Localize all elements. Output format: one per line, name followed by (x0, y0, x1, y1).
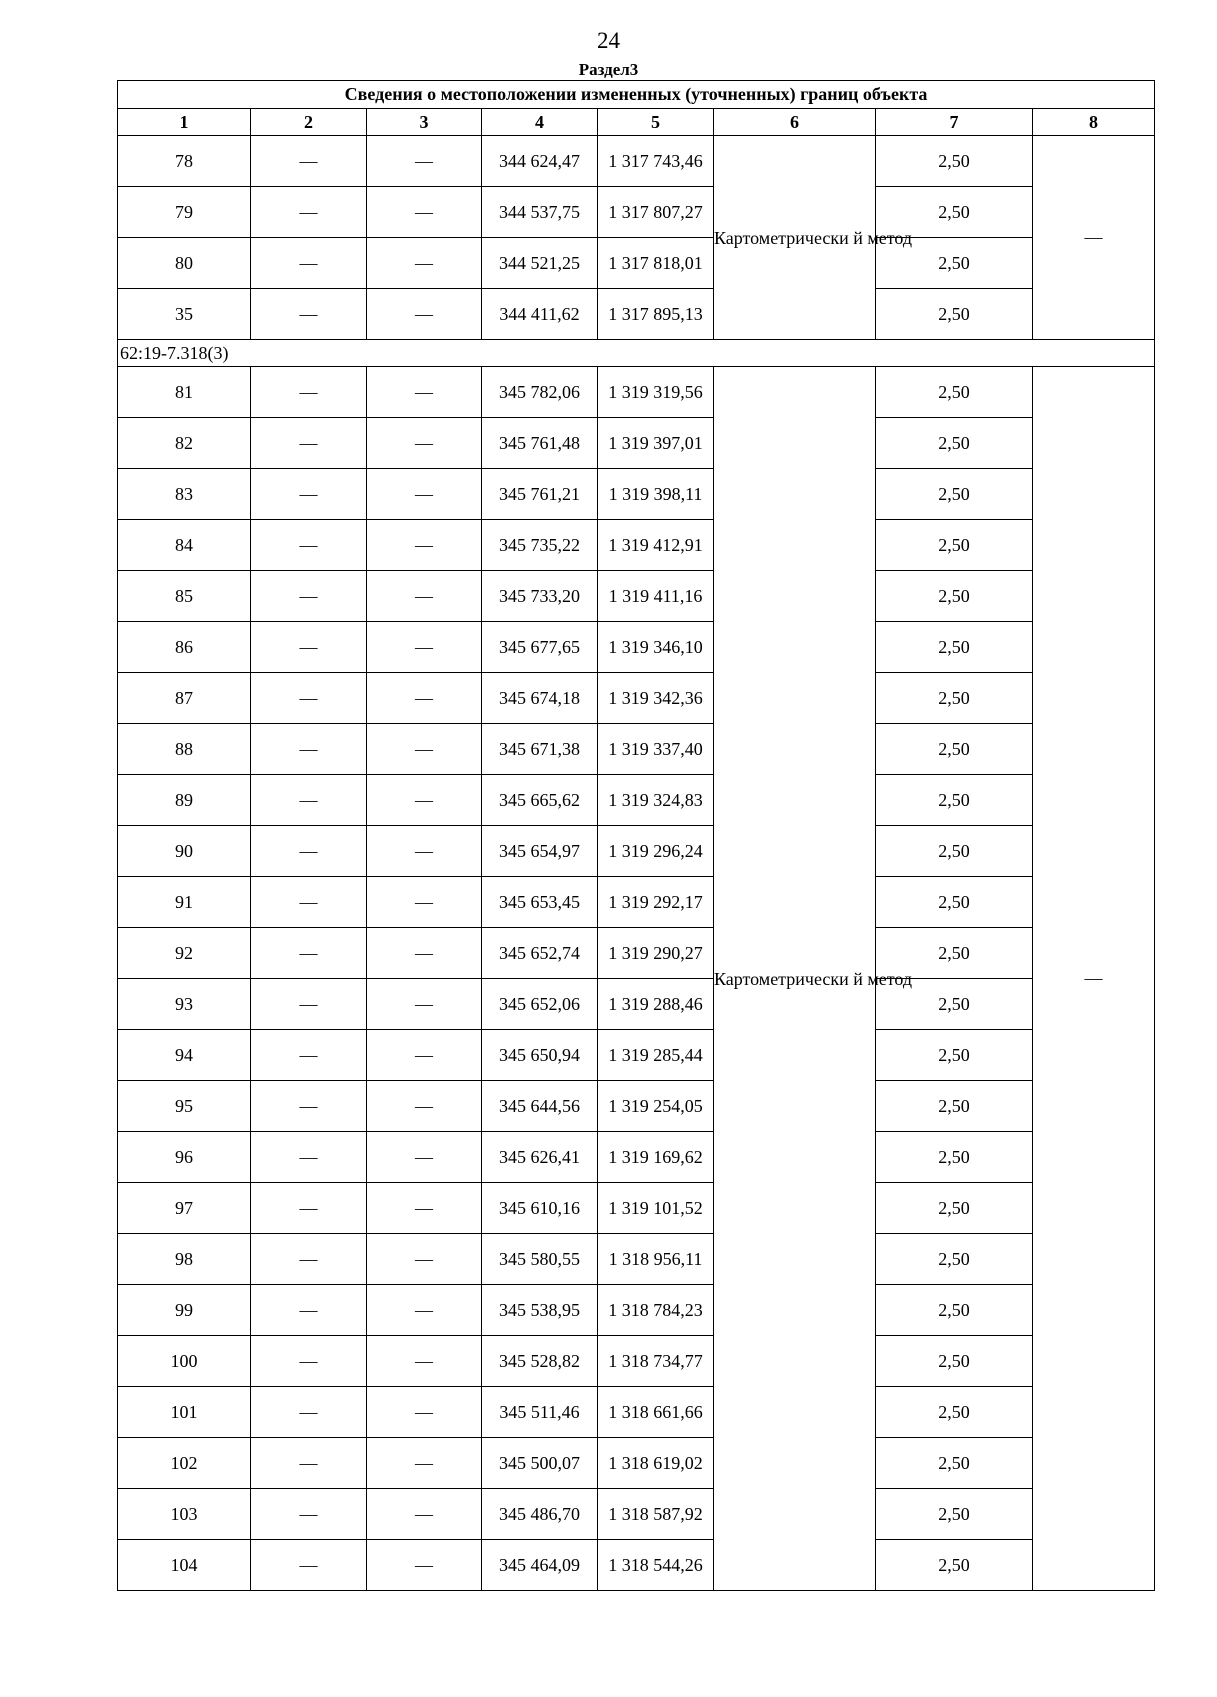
accuracy-value: 2,50 (876, 469, 1033, 520)
y-coordinate: 1 319 296,24 (598, 826, 714, 877)
table-row (118, 826, 1155, 877)
x-coordinate: 344 624,47 (482, 136, 598, 187)
y-coordinate: 1 318 734,77 (598, 1336, 714, 1387)
col2-value: — (251, 1081, 367, 1132)
x-coordinate: 345 500,07 (482, 1438, 598, 1489)
column-number-header: 8 (1033, 109, 1155, 136)
table-caption: Сведения о местоположении измененных (уточненных) границ объекта (118, 81, 1155, 109)
x-coordinate: 345 735,22 (482, 520, 598, 571)
col2-value: — (251, 238, 367, 289)
point-number: 97 (118, 1183, 251, 1234)
accuracy-value: 2,50 (876, 1336, 1033, 1387)
table-row (118, 775, 1155, 826)
accuracy-value: 2,50 (876, 520, 1033, 571)
col2-value: — (251, 1234, 367, 1285)
table-row (118, 1285, 1155, 1336)
point-number: 96 (118, 1132, 251, 1183)
y-coordinate: 1 319 101,52 (598, 1183, 714, 1234)
x-coordinate: 345 486,70 (482, 1489, 598, 1540)
point-number: 99 (118, 1285, 251, 1336)
col3-value: — (367, 367, 482, 418)
accuracy-value: 2,50 (876, 187, 1033, 238)
y-coordinate: 1 318 587,92 (598, 1489, 714, 1540)
column-number-header: 3 (367, 109, 482, 136)
y-coordinate: 1 318 619,02 (598, 1438, 714, 1489)
column-number-header: 6 (714, 109, 876, 136)
col3-value: — (367, 1234, 482, 1285)
table-row (118, 928, 1155, 979)
point-number: 94 (118, 1030, 251, 1081)
x-coordinate: 345 464,09 (482, 1540, 598, 1591)
x-coordinate: 344 521,25 (482, 238, 598, 289)
table-row (118, 1438, 1155, 1489)
col2-value: — (251, 826, 367, 877)
col2-value: — (251, 1183, 367, 1234)
page-number: 24 (597, 28, 620, 53)
y-coordinate: 1 319 290,27 (598, 928, 714, 979)
point-number: 104 (118, 1540, 251, 1591)
point-number: 89 (118, 775, 251, 826)
col3-value: — (367, 1081, 482, 1132)
boundary-coordinates-table (117, 80, 1155, 1591)
y-coordinate: 1 319 169,62 (598, 1132, 714, 1183)
accuracy-value: 2,50 (876, 1030, 1033, 1081)
col2-value: — (251, 1540, 367, 1591)
col3-value: — (367, 520, 482, 571)
accuracy-value: 2,50 (876, 877, 1033, 928)
col3-value: — (367, 724, 482, 775)
col2-value: — (251, 1336, 367, 1387)
col3-value: — (367, 826, 482, 877)
col2-value: — (251, 187, 367, 238)
table-row (118, 979, 1155, 1030)
col2-value: — (251, 520, 367, 571)
accuracy-value: 2,50 (876, 622, 1033, 673)
column-number-row (118, 109, 1155, 136)
table-row (118, 289, 1155, 340)
accuracy-value: 2,50 (876, 1132, 1033, 1183)
y-coordinate: 1 319 292,17 (598, 877, 714, 928)
table-row (118, 1030, 1155, 1081)
point-number: 87 (118, 673, 251, 724)
point-number: 101 (118, 1387, 251, 1438)
col3-value: — (367, 1540, 482, 1591)
col2-value: — (251, 928, 367, 979)
col3-value: — (367, 1336, 482, 1387)
table-row (118, 136, 1155, 187)
col3-value: — (367, 673, 482, 724)
point-number: 93 (118, 979, 251, 1030)
col3-value: — (367, 238, 482, 289)
y-coordinate: 1 317 895,13 (598, 289, 714, 340)
x-coordinate: 344 537,75 (482, 187, 598, 238)
y-coordinate: 1 318 956,11 (598, 1234, 714, 1285)
col3-value: — (367, 469, 482, 520)
x-coordinate: 345 733,20 (482, 571, 598, 622)
accuracy-value: 2,50 (876, 136, 1033, 187)
accuracy-value: 2,50 (876, 775, 1033, 826)
col8-value: — (1033, 136, 1155, 340)
y-coordinate: 1 319 288,46 (598, 979, 714, 1030)
point-number: 90 (118, 826, 251, 877)
table-row (118, 520, 1155, 571)
table-row (118, 1234, 1155, 1285)
col3-value: — (367, 979, 482, 1030)
table-row (118, 1183, 1155, 1234)
y-coordinate: 1 319 412,91 (598, 520, 714, 571)
point-number: 86 (118, 622, 251, 673)
table-row (118, 622, 1155, 673)
col2-value: — (251, 418, 367, 469)
x-coordinate: 345 580,55 (482, 1234, 598, 1285)
col2-value: — (251, 877, 367, 928)
col3-value: — (367, 1030, 482, 1081)
column-number-header: 4 (482, 109, 598, 136)
table-row (118, 571, 1155, 622)
accuracy-value: 2,50 (876, 289, 1033, 340)
col3-value: — (367, 187, 482, 238)
point-number: 95 (118, 1081, 251, 1132)
table-row (118, 187, 1155, 238)
column-number-header: 5 (598, 109, 714, 136)
y-coordinate: 1 319 411,16 (598, 571, 714, 622)
column-number-header: 7 (876, 109, 1033, 136)
accuracy-value: 2,50 (876, 1081, 1033, 1132)
y-coordinate: 1 319 254,05 (598, 1081, 714, 1132)
col2-value: — (251, 622, 367, 673)
col2-value: — (251, 571, 367, 622)
accuracy-value: 2,50 (876, 1234, 1033, 1285)
col3-value: — (367, 775, 482, 826)
accuracy-value: 2,50 (876, 367, 1033, 418)
point-number: 82 (118, 418, 251, 469)
accuracy-value: 2,50 (876, 1540, 1033, 1591)
col3-value: — (367, 622, 482, 673)
method-cell: Картометрически й метод (714, 136, 876, 340)
x-coordinate: 345 610,16 (482, 1183, 598, 1234)
group-label-row (118, 340, 1155, 367)
col3-value: — (367, 1438, 482, 1489)
col3-value: — (367, 928, 482, 979)
point-number: 35 (118, 289, 251, 340)
table-row (118, 238, 1155, 289)
accuracy-value: 2,50 (876, 238, 1033, 289)
col2-value: — (251, 979, 367, 1030)
y-coordinate: 1 319 319,56 (598, 367, 714, 418)
y-coordinate: 1 318 784,23 (598, 1285, 714, 1336)
table-row (118, 1081, 1155, 1132)
x-coordinate: 345 650,94 (482, 1030, 598, 1081)
y-coordinate: 1 317 818,01 (598, 238, 714, 289)
y-coordinate: 1 319 324,83 (598, 775, 714, 826)
accuracy-value: 2,50 (876, 418, 1033, 469)
y-coordinate: 1 319 398,11 (598, 469, 714, 520)
point-number: 102 (118, 1438, 251, 1489)
point-number: 80 (118, 238, 251, 289)
accuracy-value: 2,50 (876, 1387, 1033, 1438)
x-coordinate: 345 653,45 (482, 877, 598, 928)
table-row (118, 367, 1155, 418)
point-number: 81 (118, 367, 251, 418)
col2-value: — (251, 367, 367, 418)
col2-value: — (251, 1489, 367, 1540)
col2-value: — (251, 1132, 367, 1183)
col3-value: — (367, 1132, 482, 1183)
x-coordinate: 345 761,48 (482, 418, 598, 469)
col3-value: — (367, 571, 482, 622)
x-coordinate: 345 674,18 (482, 673, 598, 724)
point-number: 103 (118, 1489, 251, 1540)
column-number-header: 1 (118, 109, 251, 136)
table-row (118, 418, 1155, 469)
x-coordinate: 345 761,21 (482, 469, 598, 520)
x-coordinate: 345 671,38 (482, 724, 598, 775)
point-number: 91 (118, 877, 251, 928)
accuracy-value: 2,50 (876, 673, 1033, 724)
col3-value: — (367, 136, 482, 187)
x-coordinate: 344 411,62 (482, 289, 598, 340)
accuracy-value: 2,50 (876, 979, 1033, 1030)
table-row (118, 1387, 1155, 1438)
table-row (118, 724, 1155, 775)
table-row (118, 1540, 1155, 1591)
x-coordinate: 345 782,06 (482, 367, 598, 418)
table-row (118, 1489, 1155, 1540)
point-number: 85 (118, 571, 251, 622)
accuracy-value: 2,50 (876, 928, 1033, 979)
col2-value: — (251, 724, 367, 775)
y-coordinate: 1 319 342,36 (598, 673, 714, 724)
x-coordinate: 345 652,74 (482, 928, 598, 979)
x-coordinate: 345 644,56 (482, 1081, 598, 1132)
point-number: 83 (118, 469, 251, 520)
method-cell: Картометрически й метод (714, 367, 876, 1591)
table-row (118, 469, 1155, 520)
point-number: 98 (118, 1234, 251, 1285)
section-title: Раздел3 (578, 60, 639, 79)
accuracy-value: 2,50 (876, 1489, 1033, 1540)
point-number: 100 (118, 1336, 251, 1387)
x-coordinate: 345 511,46 (482, 1387, 598, 1438)
column-number-header: 2 (251, 109, 367, 136)
table-row (118, 1336, 1155, 1387)
accuracy-value: 2,50 (876, 826, 1033, 877)
y-coordinate: 1 318 661,66 (598, 1387, 714, 1438)
accuracy-value: 2,50 (876, 1285, 1033, 1336)
table-row (118, 1132, 1155, 1183)
x-coordinate: 345 626,41 (482, 1132, 598, 1183)
point-number: 78 (118, 136, 251, 187)
accuracy-value: 2,50 (876, 571, 1033, 622)
x-coordinate: 345 677,65 (482, 622, 598, 673)
y-coordinate: 1 319 285,44 (598, 1030, 714, 1081)
col8-value: — (1033, 367, 1155, 1591)
col2-value: — (251, 136, 367, 187)
accuracy-value: 2,50 (876, 724, 1033, 775)
col2-value: — (251, 1387, 367, 1438)
col2-value: — (251, 289, 367, 340)
col3-value: — (367, 877, 482, 928)
col2-value: — (251, 1285, 367, 1336)
x-coordinate: 345 538,95 (482, 1285, 598, 1336)
col3-value: — (367, 418, 482, 469)
col3-value: — (367, 1489, 482, 1540)
col3-value: — (367, 1285, 482, 1336)
x-coordinate: 345 665,62 (482, 775, 598, 826)
y-coordinate: 1 319 397,01 (598, 418, 714, 469)
table-row (118, 877, 1155, 928)
point-number: 88 (118, 724, 251, 775)
col3-value: — (367, 1183, 482, 1234)
point-number: 84 (118, 520, 251, 571)
table-row (118, 673, 1155, 724)
y-coordinate: 1 319 346,10 (598, 622, 714, 673)
col3-value: — (367, 1387, 482, 1438)
accuracy-value: 2,50 (876, 1183, 1033, 1234)
x-coordinate: 345 528,82 (482, 1336, 598, 1387)
y-coordinate: 1 318 544,26 (598, 1540, 714, 1591)
col2-value: — (251, 1030, 367, 1081)
col2-value: — (251, 775, 367, 826)
y-coordinate: 1 317 743,46 (598, 136, 714, 187)
col2-value: — (251, 1438, 367, 1489)
y-coordinate: 1 317 807,27 (598, 187, 714, 238)
col3-value: — (367, 289, 482, 340)
x-coordinate: 345 654,97 (482, 826, 598, 877)
group-label: 62:19-7.318(3) (118, 340, 1155, 367)
accuracy-value: 2,50 (876, 1438, 1033, 1489)
point-number: 79 (118, 187, 251, 238)
col2-value: — (251, 673, 367, 724)
y-coordinate: 1 319 337,40 (598, 724, 714, 775)
point-number: 92 (118, 928, 251, 979)
x-coordinate: 345 652,06 (482, 979, 598, 1030)
col2-value: — (251, 469, 367, 520)
